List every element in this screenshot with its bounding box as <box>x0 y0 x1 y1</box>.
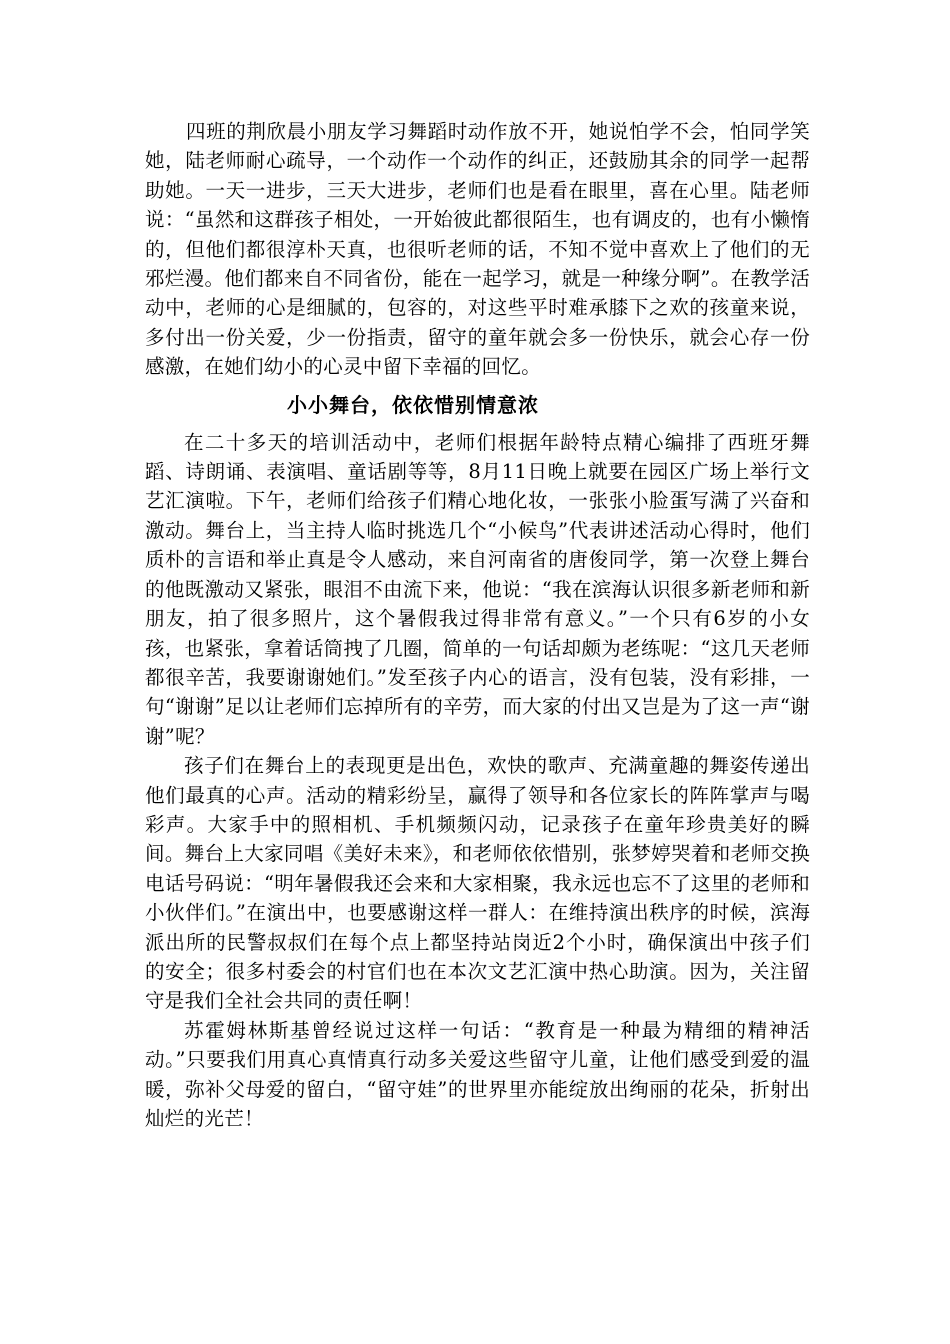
paragraph-stage-performance: 孩子们在舞台上的表现更是出色，欢快的歌声、充满童趣的舞姿传递出他们最真的心声。活动的精彩纷呈，赢得了领导和各位家长的阵阵掌声与喝彩声。大家手中的照相机、手机频频闪动，记录孩子在童年珍贵美好的瞬间。舞台上大家同唱《美好未来》，和老师依依惜别，张梦婷哭着和老师交换电话号码说：“明年暑假我还会来和大家相聚，我永远也忘不了这里的老师和小伙伴们。”在演出中，也要感谢这样一群人：在维持演出秩序的时候，滨海派出所的民警叔叔们在每个点上都坚持站岗近2个小时，确保演出中孩子们的安全；很多村委会的村官们也在本次文艺汇演中热心助演。因为，关注留守是我们全社会共同的责任啊！ <box>145 754 810 1013</box>
paragraph-teacher-guidance: 四班的荆欣晨小朋友学习舞蹈时动作放不开，她说怕学不会，怕同学笑她，陆老师耐心疏导，一个动作一个动作的纠正，还鼓励其余的同学一起帮助她。一天一进步，三天大进步，老师们也是看在眼里，喜在心里。陆老师说：“虽然和这群孩子相处，一开始彼此都很陌生，也有调皮的，也有小懒惰的，但他们都很淳朴天真，也很听老师的话，不知不觉中喜欢上了他们的无邪烂漫。他们都来自不同省份，能在一起学习，就是一种缘分啊”。在教学活动中，老师的心是细腻的，包容的，对这些平时难承膝下之欢的孩童来说，多付出一份关爱，少一份指责，留守的童年就会多一份快乐，就会心存一份感激，在她们幼小的心灵中留下幸福的回忆。 <box>145 120 810 379</box>
document-body <box>145 117 810 1133</box>
paragraph-performance-prep: 在二十多天的培训活动中，老师们根据年龄特点精心编排了西班牙舞蹈、诗朗诵、表演唱、童话剧等等，8月11日晚上就要在园区广场上举行文艺汇演啦。下午，老师们给孩子们精心地化妆，一张张小脸蛋写满了兴奋和激动。舞台上，当主持人临时挑选几个“小候鸟”代表讲述活动心得时，他们质朴的言语和举止真是令人感动，来自河南省的唐俊同学，第一次登上舞台的他既激动又紧张，眼泪不由流下来，他说：“我在滨海认识很多新老师和新朋友，拍了很多照片，这个暑假我过得非常有意义。”一个只有6岁的小女孩，也紧张，拿着话筒拽了几圈，简单的一句话却颇为老练呢：“这几天老师都很辛苦，我要谢谢她们。”发至孩子内心的语言，没有包装，没有彩排，一句“谢谢”足以让老师们忘掉所有的辛劳，而大家的付出又岂是为了这一声“谢谢”呢？ <box>145 430 810 748</box>
section-heading: 小小舞台，依依惜别情意浓 <box>287 392 539 417</box>
paragraph-closing-quote: 苏霍姆林斯基曾经说过这样一句话：“教育是一种最为精细的精神活动。”只要我们用真心真情真行动多关爱这些留守儿童，让他们感受到爱的温暖，弥补父母爱的留白，“留守娃”的世界里亦能绽放出绚丽的花朵，折射出灿烂的光芒！ <box>145 1018 810 1130</box>
